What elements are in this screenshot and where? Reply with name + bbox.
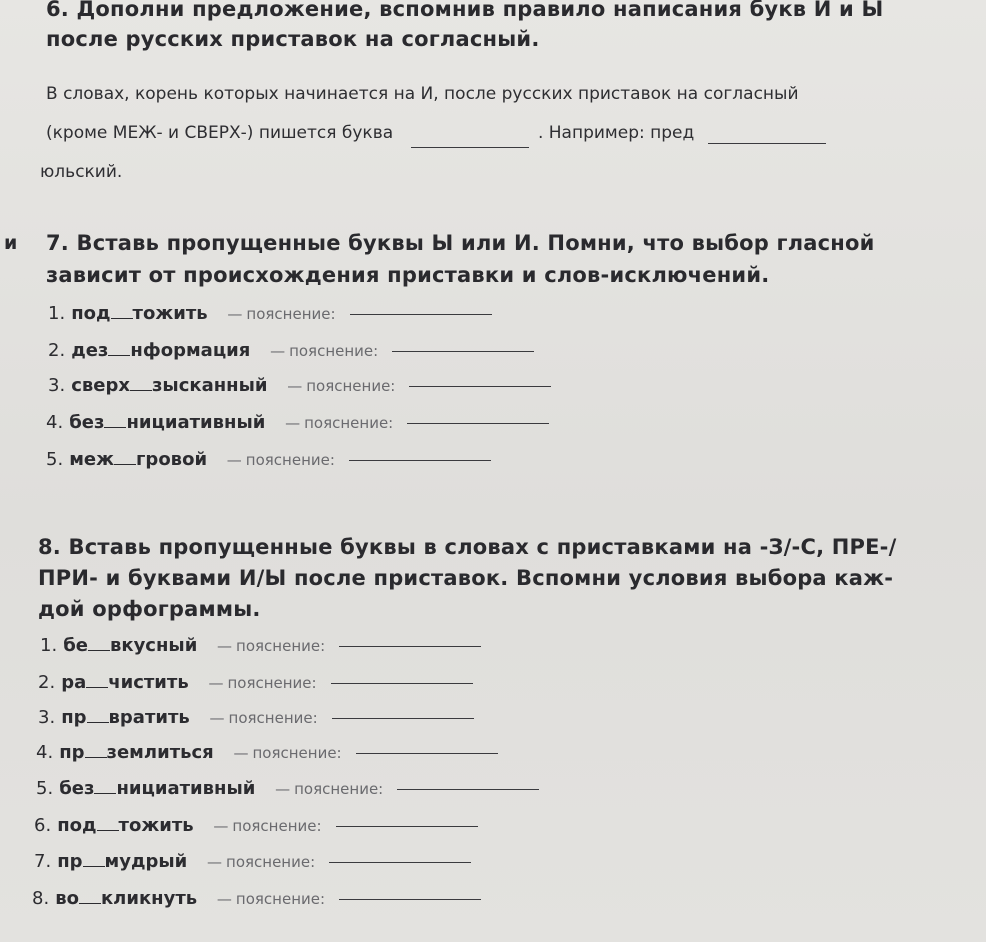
item-dash: — bbox=[285, 414, 301, 432]
task-6-title-line-1: 6. Дополни предложение, вспомнив правило написания букв И и Ы bbox=[46, 0, 884, 21]
item-word-rest: кликнуть bbox=[100, 888, 198, 909]
item-word-rest: тожить bbox=[118, 815, 194, 836]
explanation-blank[interactable] bbox=[392, 350, 534, 352]
item-number: 4. bbox=[36, 742, 54, 763]
item-number: 3. bbox=[48, 375, 66, 396]
item-note-label: пояснение: bbox=[289, 342, 379, 360]
item-note-label: пояснение: bbox=[252, 744, 342, 762]
item-note-label: пояснение: bbox=[306, 377, 396, 395]
item-note-label: пояснение: bbox=[245, 451, 335, 469]
item-note-label: пояснение: bbox=[236, 637, 326, 655]
item-number: 6. bbox=[34, 815, 52, 836]
task-7-title-line-2: зависит от происхождения приставки и слов-исключений. bbox=[46, 263, 770, 287]
task-7-item bbox=[46, 448, 491, 472]
item-note-label: пояснение: bbox=[232, 817, 322, 835]
explanation-blank[interactable] bbox=[329, 861, 471, 863]
explanation-blank[interactable] bbox=[350, 313, 492, 315]
task-8-item bbox=[38, 706, 474, 730]
task-7-title-line-1: 7. Вставь пропущенные буквы Ы или И. Помни, что выбор гласной bbox=[46, 231, 875, 255]
item-number: 1. bbox=[40, 635, 58, 656]
item-word-rest: нициативный bbox=[126, 412, 266, 433]
task-8-item bbox=[34, 814, 478, 838]
task-7-item bbox=[48, 302, 492, 326]
task-6-rule-line-3: юльский. bbox=[40, 162, 123, 182]
task-8-item bbox=[32, 887, 481, 911]
item-word-prefix: под bbox=[71, 303, 111, 324]
item-dash: — bbox=[209, 709, 225, 727]
item-word-prefix: под bbox=[57, 815, 97, 836]
item-number: 4. bbox=[46, 412, 64, 433]
item-dash: — bbox=[217, 637, 233, 655]
item-dash: — bbox=[226, 451, 242, 469]
item-note-label: пояснение: bbox=[227, 674, 317, 692]
item-word-rest: нициативный bbox=[116, 778, 256, 799]
task-8-item bbox=[36, 777, 539, 801]
item-dash: — bbox=[208, 674, 224, 692]
letter-gap[interactable] bbox=[79, 889, 101, 904]
item-dash: — bbox=[233, 744, 249, 762]
task-7-item bbox=[48, 339, 534, 363]
item-word-prefix: сверх bbox=[71, 375, 130, 396]
item-note-label: пояснение: bbox=[235, 890, 326, 908]
explanation-blank[interactable] bbox=[409, 385, 551, 387]
task-8-item bbox=[40, 634, 481, 658]
item-number: 2. bbox=[48, 340, 66, 361]
explanation-blank[interactable] bbox=[332, 717, 474, 719]
letter-gap[interactable] bbox=[88, 636, 110, 651]
item-dash: — bbox=[213, 817, 229, 835]
item-dash: — bbox=[287, 377, 303, 395]
item-number: 2. bbox=[38, 672, 56, 693]
task-6-rule-text-a: (кроме МЕЖ- и СВЕРХ-) пишется буква bbox=[46, 123, 394, 143]
item-word-prefix: пр bbox=[59, 742, 85, 763]
letter-gap[interactable] bbox=[108, 341, 130, 356]
item-word-rest: нформация bbox=[130, 340, 251, 361]
task-8-item bbox=[34, 850, 471, 874]
item-word-rest: зысканный bbox=[151, 375, 268, 396]
explanation-blank[interactable] bbox=[336, 825, 478, 827]
letter-gap[interactable] bbox=[111, 304, 133, 319]
task-8-title-line-1: 8. Вставь пропущенные буквы в словах с приставками на -З/-С, ПРЕ-/ bbox=[38, 535, 897, 559]
letter-gap[interactable] bbox=[104, 413, 126, 428]
task-6-rule-line-1: В словах, корень которых начинается на И, после русских приставок на согласный bbox=[46, 84, 799, 104]
item-word-rest: вкусный bbox=[109, 635, 198, 656]
item-note-label: пояснение: bbox=[304, 414, 394, 432]
task-6-example-blank[interactable] bbox=[708, 142, 826, 144]
item-word-prefix: бе bbox=[63, 635, 88, 656]
explanation-blank[interactable] bbox=[407, 422, 549, 424]
item-dash: — bbox=[270, 342, 286, 360]
item-note-label: пояснение: bbox=[226, 853, 316, 871]
item-number: 5. bbox=[36, 778, 54, 799]
item-word-rest: вратить bbox=[108, 707, 190, 728]
explanation-blank[interactable] bbox=[331, 682, 473, 684]
explanation-blank[interactable] bbox=[397, 788, 539, 790]
letter-gap[interactable] bbox=[94, 779, 116, 794]
item-word-rest: мудрый bbox=[104, 851, 188, 872]
item-number: 8. bbox=[32, 888, 50, 909]
explanation-blank[interactable] bbox=[339, 645, 481, 647]
explanation-blank[interactable] bbox=[356, 752, 498, 754]
task-6-rule-text-b: . Например: пред bbox=[537, 123, 695, 143]
item-dash: — bbox=[227, 305, 243, 323]
letter-gap[interactable] bbox=[86, 673, 108, 688]
item-word-rest: чистить bbox=[108, 672, 189, 693]
item-word-prefix: без bbox=[69, 412, 105, 433]
item-word-prefix: без bbox=[59, 778, 95, 799]
task-6-letter-blank[interactable] bbox=[411, 146, 529, 148]
item-word-rest: тожить bbox=[132, 303, 208, 324]
item-dash: — bbox=[275, 780, 291, 798]
task-8-title-line-3: дой орфограммы. bbox=[38, 597, 261, 621]
explanation-blank[interactable] bbox=[349, 459, 491, 461]
task-7-item bbox=[46, 411, 549, 435]
task-8-title-line-2: ПРИ- и буквами И/Ы после приставок. Вспомни условия выбора каж- bbox=[38, 566, 894, 590]
task-6-rule-line-2 bbox=[46, 123, 826, 143]
item-note-label: пояснение: bbox=[294, 780, 384, 798]
item-number: 7. bbox=[34, 851, 52, 872]
item-note-label: пояснение: bbox=[246, 305, 336, 323]
task-7-item bbox=[48, 374, 551, 398]
item-number: 1. bbox=[48, 303, 66, 324]
letter-gap[interactable] bbox=[130, 376, 152, 391]
item-dash: — bbox=[207, 853, 223, 871]
item-word-prefix: пр bbox=[61, 707, 87, 728]
task-6-title-line-2: после русских приставок на согласный. bbox=[46, 27, 540, 51]
explanation-blank[interactable] bbox=[339, 898, 481, 900]
item-word-prefix: во bbox=[55, 888, 79, 909]
letter-gap[interactable] bbox=[87, 708, 109, 723]
item-word-prefix: ра bbox=[61, 672, 87, 693]
letter-gap[interactable] bbox=[97, 816, 119, 831]
item-number: 3. bbox=[38, 707, 56, 728]
item-dash: — bbox=[216, 890, 232, 908]
item-word-rest: гровой bbox=[136, 449, 208, 470]
letter-gap[interactable] bbox=[114, 450, 136, 465]
item-note-label: пояснение: bbox=[228, 709, 318, 727]
item-word-prefix: дез bbox=[71, 340, 109, 361]
task-8-item bbox=[38, 671, 473, 695]
letter-gap[interactable] bbox=[85, 743, 107, 758]
letter-gap[interactable] bbox=[83, 852, 105, 867]
item-word-prefix: пр bbox=[57, 851, 83, 872]
task-8-item bbox=[36, 741, 498, 765]
item-word-prefix: меж bbox=[69, 449, 115, 470]
item-number: 5. bbox=[46, 449, 64, 470]
margin-mark: и bbox=[4, 232, 18, 254]
item-word-rest: землиться bbox=[106, 742, 214, 763]
